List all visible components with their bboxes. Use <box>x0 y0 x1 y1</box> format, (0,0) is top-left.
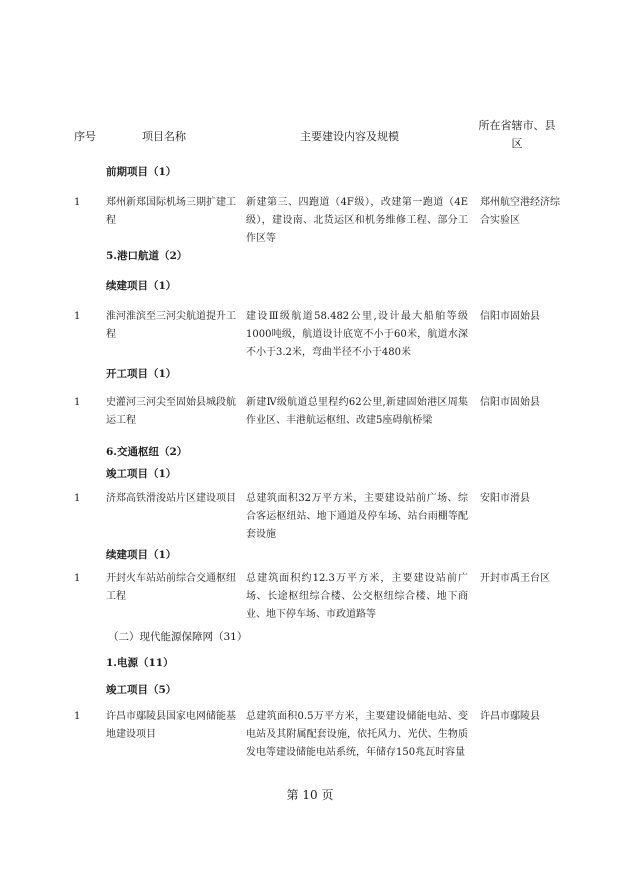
row-seq: 1 <box>74 311 81 322</box>
row-name: 淮河淮滨至三河尖航道提升工程 <box>106 311 236 340</box>
row-name: 郑州新郑国际机场三期扩建工程 <box>106 197 236 226</box>
row-content: 总建筑面积约12.3万平方米，主要建设站前广场、长途枢纽综合楼、公交枢纽综合楼、地下商业、地下停车场、市政道路等 <box>246 573 468 620</box>
row-location: 郑州航空港经济综合实验区 <box>480 197 560 226</box>
row-content: 建设Ⅲ级航道58.482公里,设计最大船舶等级1000吨级，航道设计底宽不小于60米，航道水深不小于3.2米，弯曲半径不小于480米 <box>246 311 468 358</box>
header-location: 所在省辖市、县区 <box>478 119 556 150</box>
row-content: 总建筑面积0.5万平方米，主要建设储能电站、变电站及其附属配套设施，依托风力、光伏、生物质发电等建设储能电站系统，年储存150兆瓦时容量 <box>246 711 468 758</box>
row-seq: 1 <box>74 573 81 584</box>
section-heading: 5.港口航道（2） <box>106 250 188 262</box>
page-number: 第 10 页 <box>286 788 334 802</box>
row-seq: 1 <box>74 493 81 504</box>
row-location: 信阳市固始县 <box>480 311 540 322</box>
row-content: 总建筑面积32万平方米，主要建设站前广场、综合客运枢纽站、地下通道及停车场、站台雨棚等配套设施 <box>246 493 468 540</box>
row-seq: 1 <box>74 397 81 408</box>
section-heading: 开工项目（1） <box>106 368 177 380</box>
row-location: 安阳市滑县 <box>480 493 530 504</box>
row-name: 史灌河三河尖至固始县城段航运工程 <box>106 397 236 426</box>
row-seq: 1 <box>74 197 81 208</box>
header-name: 项目名称 <box>142 130 186 143</box>
row-content: 新建第三、四跑道（4F级），改建第一跑道（4E级），建设南、北货运区和机务维修工程、部分工作区等 <box>246 197 468 244</box>
section-heading: 续建项目（1） <box>106 280 177 292</box>
section-heading: 6.交通枢纽（2） <box>106 446 188 458</box>
row-seq: 1 <box>74 711 81 722</box>
row-name: 济郑高铁滑浚站片区建设项目 <box>106 493 236 504</box>
row-location: 许昌市鄢陵县 <box>480 711 540 722</box>
row-content: 新建Ⅳ级航道总里程约62公里,新建固始港区周集作业区、丰港航运枢纽、改建5座碍航桥梁 <box>246 397 468 426</box>
row-name: 开封火车站站前综合交通枢纽工程 <box>106 573 236 602</box>
section-heading: 竣工项目（1） <box>106 468 177 480</box>
row-location: 信阳市固始县 <box>480 397 540 408</box>
row-name: 许昌市鄢陵县国家电网储能基地建设项目 <box>106 711 236 740</box>
section-heading: 1.电源（11） <box>106 657 174 669</box>
subsection-heading: （二）现代能源保障网（31） <box>108 631 248 643</box>
header-seq: 序号 <box>74 130 96 143</box>
header-content: 主要建设内容及规模 <box>300 130 399 143</box>
row-location: 开封市禹王台区 <box>480 573 550 584</box>
section-heading: 续建项目（1） <box>106 549 177 561</box>
section-heading: 竣工项目（5） <box>106 684 177 696</box>
section-heading: 前期项目（1） <box>106 166 177 178</box>
